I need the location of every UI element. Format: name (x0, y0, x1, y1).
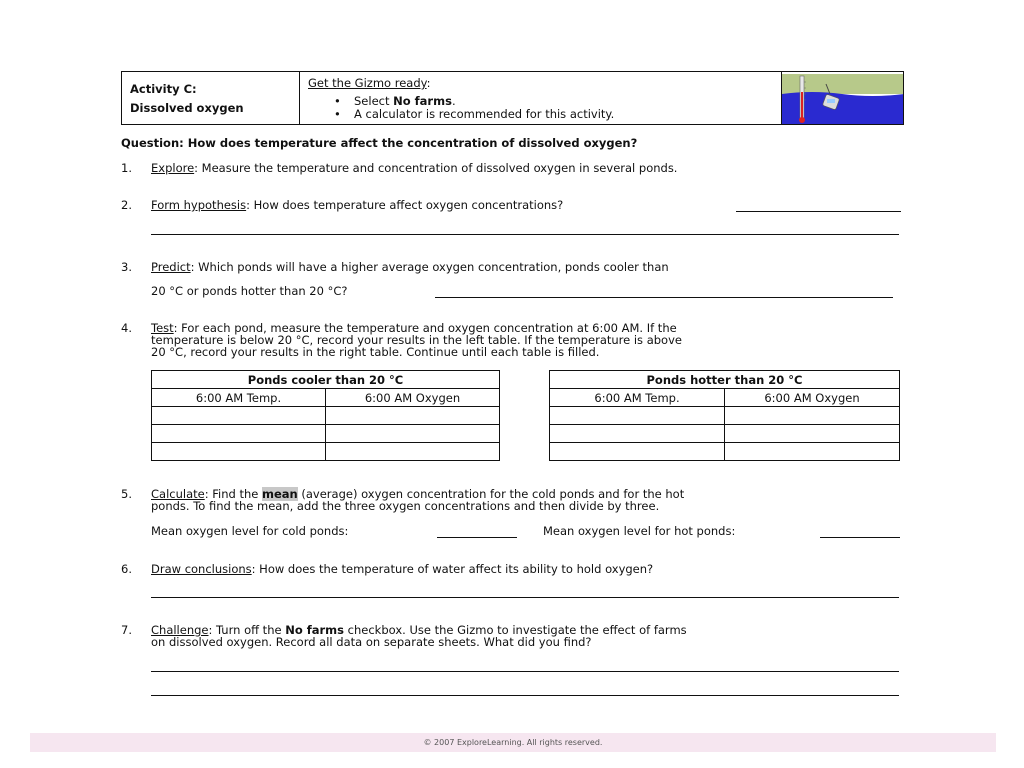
table-row (152, 425, 500, 443)
answer-line[interactable] (736, 211, 901, 212)
table-row (152, 407, 500, 425)
item-predict: Predict: Which ponds will have a higher average oxygen concentration, ponds cooler than (151, 260, 669, 274)
item-explore: Explore: Measure the temperature and concentration of dissolved oxygen in several ponds. (151, 161, 678, 175)
column-header: 6:00 AM Temp. (550, 389, 725, 407)
bullet-calculator: • A calculator is recommended for this activity. (334, 108, 614, 121)
item-predict-line2: 20 °C or ponds hotter than 20 °C? (151, 284, 348, 298)
table-ponds-cooler (151, 370, 500, 461)
answer-line[interactable] (151, 671, 899, 672)
bullet-select-no-farms: • Select No farms. (334, 95, 456, 108)
table-row (152, 443, 500, 461)
activity-title-cell (122, 72, 300, 124)
item-calculate: Calculate: Find the mean (average) oxygen concentration for the cold ponds and for the hot (151, 487, 685, 501)
table-row (550, 407, 900, 425)
column-header: 6:00 AM Oxygen (725, 389, 900, 407)
copyright-text: © 2007 ExploreLearning. All rights reserved. (423, 738, 603, 747)
cold-mean-label: Mean oxygen level for cold ponds: (151, 524, 349, 538)
mean-highlight: mean (262, 487, 298, 501)
item-calculate-number: 5. (121, 487, 132, 501)
item-explore-number: 1. (121, 161, 132, 175)
table-cell[interactable] (326, 425, 500, 443)
table-cell[interactable] (725, 407, 900, 425)
item-test: Test: For each pond, measure the temperature and oxygen concentration at 6:00 AM. If the (151, 321, 677, 335)
item-test-number: 4. (121, 321, 132, 335)
question-heading: Question: How does temperature affect the concentration of dissolved oxygen? (121, 136, 638, 150)
answer-line[interactable] (435, 297, 893, 298)
column-header: 6:00 AM Oxygen (326, 389, 500, 407)
item-conclusions: Draw conclusions: How does the temperature of water affect its ability to hold oxygen? (151, 562, 654, 576)
table-cell[interactable] (152, 425, 326, 443)
item-test-line2: temperature is below 20 °C, record your results in the left table. If the temperature is above (151, 333, 682, 347)
table-title: Ponds cooler than 20 °C (152, 371, 500, 389)
table-cell[interactable] (550, 407, 725, 425)
item-hypothesis: Form hypothesis: How does temperature affect oxygen concentrations? (151, 198, 564, 212)
copyright-footer (30, 733, 996, 752)
item-conclusions-number: 6. (121, 562, 132, 576)
answer-line[interactable] (151, 234, 899, 235)
answer-line[interactable] (151, 597, 899, 598)
table-cell[interactable] (152, 443, 326, 461)
pond-thermometer-icon (781, 72, 903, 124)
column-header: 6:00 AM Temp. (152, 389, 326, 407)
table-row (550, 443, 900, 461)
table-cell[interactable] (152, 407, 326, 425)
item-predict-number: 3. (121, 260, 132, 274)
hot-mean-label: Mean oxygen level for hot ponds: (543, 524, 736, 538)
table-row (550, 425, 900, 443)
table-cell[interactable] (725, 425, 900, 443)
table-cell[interactable] (326, 443, 500, 461)
item-challenge-line2: on dissolved oxygen. Record all data on separate sheets. What did you find? (151, 635, 592, 649)
answer-line[interactable] (151, 695, 899, 696)
table-cell[interactable] (725, 443, 900, 461)
table-ponds-hotter (549, 370, 900, 461)
table-cell[interactable] (550, 425, 725, 443)
table-title: Ponds hotter than 20 °C (550, 371, 900, 389)
table-cell[interactable] (326, 407, 500, 425)
item-test-line3: 20 °C, record your results in the right table. Continue until each table is filled. (151, 345, 600, 359)
item-challenge-number: 7. (121, 623, 132, 637)
item-challenge: Challenge: Turn off the No farms checkbox. Use the Gizmo to investigate the effect of farms (151, 623, 687, 637)
activity-header (121, 71, 904, 125)
gizmo-ready-heading: Get the Gizmo ready: (308, 76, 431, 90)
item-hypothesis-number: 2. (121, 198, 132, 212)
activity-subtitle: Dissolved oxygen (130, 101, 244, 115)
cold-mean-answer-line[interactable] (437, 537, 517, 538)
hot-mean-answer-line[interactable] (820, 537, 900, 538)
activity-title: Activity C: (130, 82, 197, 96)
table-cell[interactable] (550, 443, 725, 461)
item-calculate-line2: ponds. To find the mean, add the three oxygen concentrations and then divide by three. (151, 499, 660, 513)
